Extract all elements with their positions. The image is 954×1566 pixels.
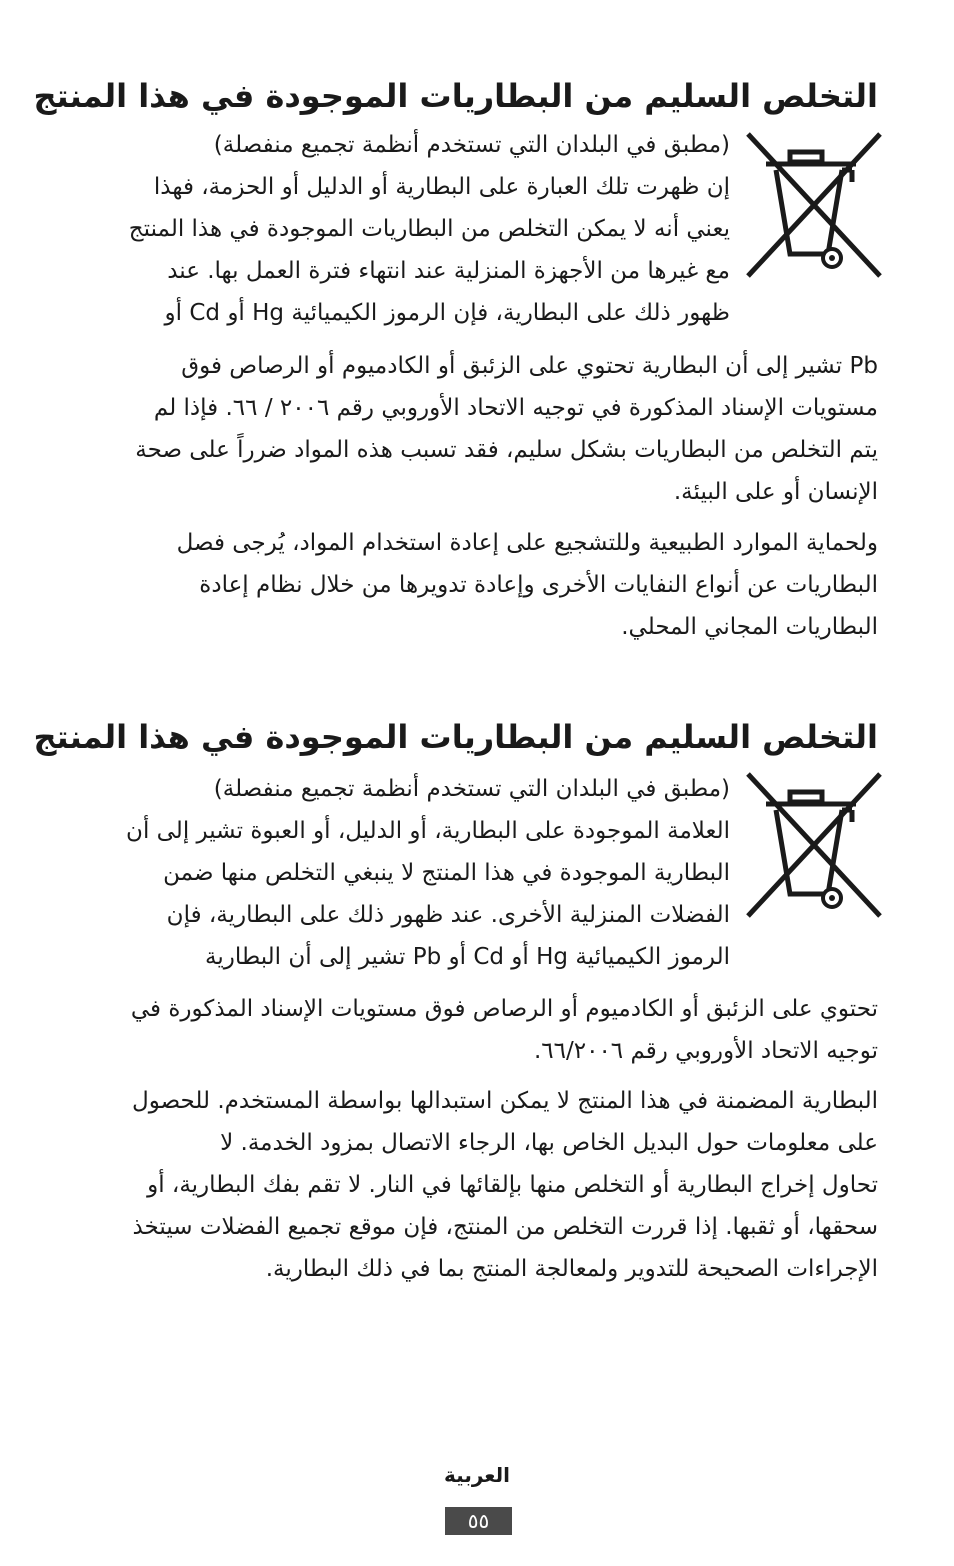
text-line: البطارية المضمنة في هذا المنتج لا يمكن استبدالها بواسطة المستخدم. للحصول: [132, 1088, 878, 1114]
text-line: سحقها، أو ثقبها. إذا قررت التخلص من المنتج، فإن موقع تجميع الفضلات سيتخذ: [132, 1214, 878, 1240]
text-line: توجيه الاتحاد الأوروبي رقم ٦٦/٢٠٠٦.: [533, 1038, 878, 1064]
page-number-badge: ٥٥: [445, 1507, 512, 1535]
section2-paragraph2: [80, 1080, 878, 1290]
text-line: البطاريات المجاني المحلي.: [621, 614, 878, 640]
text-line: تحتوي على الزئبق أو الكادميوم أو الرصاص فوق مستويات الإسناد المذكورة في: [130, 996, 878, 1022]
text-line: مع غيرها من الأجهزة المنزلية عند انتهاء فترة العمل بها. عند: [167, 258, 730, 284]
text-line: على معلومات حول البديل الخاص بها، الرجاء الاتصال بمزود الخدمة. لا: [220, 1130, 878, 1156]
section1-heading: التخلص السليم من البطاريات الموجودة في هذا المنتج: [33, 77, 878, 115]
text-line: تحاول إخراج البطارية أو التخلص منها بإلقائها في النار. لا تقم بفك البطارية، أو: [147, 1172, 878, 1198]
text-line: ظهور ذلك على البطارية، فإن الرموز الكيميائية Hg أو Cd أو: [164, 300, 730, 326]
text-line: Pb تشير إلى أن البطارية تحتوي على الزئبق أو الكادميوم أو الرصاص فوق: [181, 353, 878, 379]
text-line: البطارية الموجودة في هذا المنتج لا ينبغي التخلص منها ضمن: [163, 860, 730, 886]
text-line: إن ظهرت تلك العبارة على البطارية أو الدليل أو الحزمة، فهذا: [153, 174, 730, 200]
section2-heading: التخلص السليم من البطاريات الموجودة في هذا المنتج: [33, 718, 878, 756]
text-line: الإنسان أو على البيئة.: [673, 479, 878, 505]
text-line: العلامة الموجودة على البطارية، أو الدليل، أو العبوة تشير إلى أن: [126, 818, 730, 844]
text-line: يعني أنه لا يمكن التخلص من البطاريات الموجودة في هذا المنتج: [128, 216, 730, 242]
text-line: الفضلات المنزلية الأخرى. عند ظهور ذلك على البطارية، فإن: [166, 902, 730, 928]
footer-language-label: العربية: [444, 1463, 510, 1487]
section1-wrapped-text: [80, 124, 730, 334]
text-line: الرموز الكيميائية Hg أو Cd أو Pb تشير إلى أن البطارية: [205, 944, 730, 970]
text-line: يتم التخلص من البطاريات بشكل سليم، فقد تسبب هذه المواد ضرراً على صحة: [135, 437, 878, 463]
section1-paragraph2: [80, 522, 878, 648]
crossed-out-wheelie-bin-icon: [744, 770, 884, 920]
text-line: ولحماية الموارد الطبيعية وللتشجيع على إعادة استخدام المواد، يُرجى فصل: [176, 530, 878, 556]
text-line: البطاريات عن أنواع النفايات الأخرى وإعادة تدويرها من خلال نظام إعادة: [199, 572, 878, 598]
section2-full-text: [80, 988, 878, 1072]
text-line: (مطبق في البلدان التي تستخدم أنظمة تجميع منفصلة): [213, 132, 730, 158]
crossed-out-wheelie-bin-icon: [744, 130, 884, 280]
section2-wrapped-text: [80, 768, 730, 978]
text-line: الإجراءات الصحيحة للتدوير ولمعالجة المنتج بما في ذلك البطارية.: [265, 1256, 878, 1282]
text-line: مستويات الإسناد المذكورة في توجيه الاتحاد الأوروبي رقم ٢٠٠٦ / ٦٦. فإذا لم: [153, 395, 878, 421]
section1-full-text: [80, 345, 878, 513]
text-line: (مطبق في البلدان التي تستخدم أنظمة تجميع منفصلة): [213, 776, 730, 802]
